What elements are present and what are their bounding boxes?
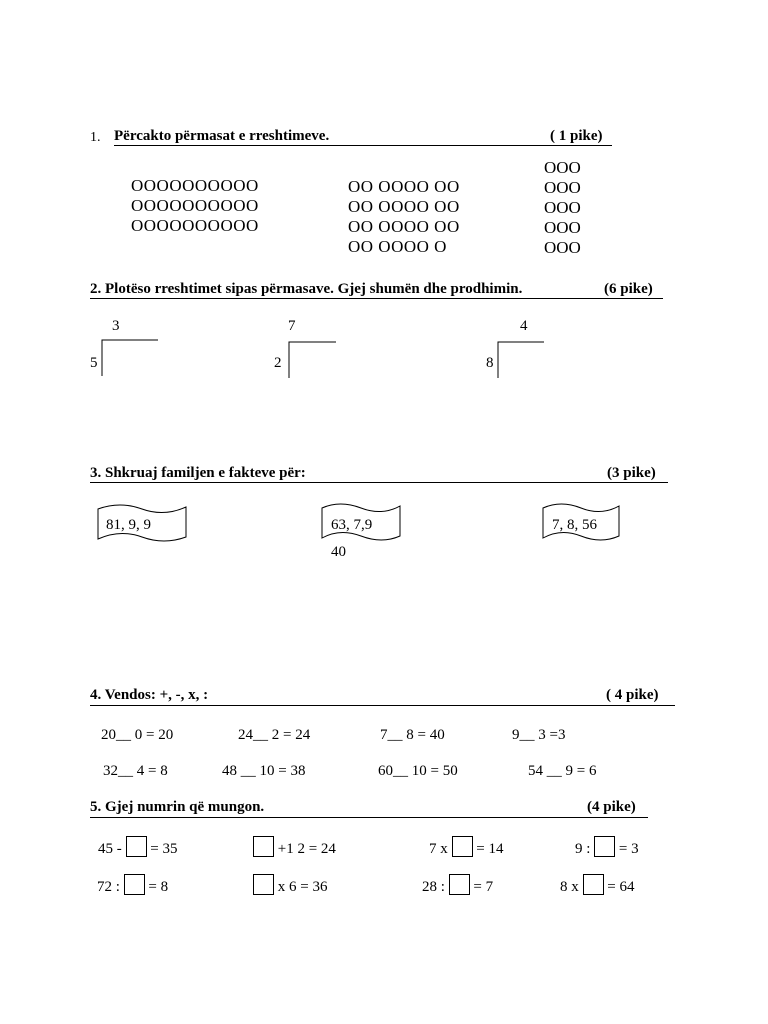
problem-suffix: = 3 bbox=[618, 841, 639, 857]
array-row: OOO bbox=[544, 238, 581, 257]
q5-problem bbox=[560, 874, 634, 896]
q1-array-2 bbox=[348, 177, 460, 257]
card-numbers: 7, 8, 56 bbox=[552, 517, 597, 533]
answer-box[interactable] bbox=[594, 836, 615, 857]
answer-box[interactable] bbox=[449, 874, 470, 895]
array-row: OOO bbox=[544, 178, 581, 197]
array-row: OOO bbox=[544, 158, 581, 177]
q3-card-3 bbox=[541, 502, 621, 542]
grid-corner bbox=[100, 336, 170, 376]
grid-corner bbox=[496, 338, 566, 378]
grid-corner bbox=[287, 338, 357, 378]
q1-array-3 bbox=[544, 158, 581, 258]
grid-top-factor: 4 bbox=[520, 318, 528, 334]
q2-title: 2. Plotëso rreshtimet sipas përmasave. Gjej shumën dhe prodhimin. bbox=[90, 281, 523, 297]
q4-underline bbox=[90, 705, 675, 706]
grid-top-factor: 7 bbox=[288, 318, 296, 334]
problem-prefix: 8 x bbox=[560, 879, 579, 895]
q2-grid-3 bbox=[486, 318, 566, 388]
array-row: OOO bbox=[544, 218, 581, 237]
q1-array-1 bbox=[131, 176, 259, 236]
q4-equation: 9__ 3 =3 bbox=[512, 727, 566, 743]
q5-problem bbox=[429, 836, 503, 858]
array-row: OO OOOO OO bbox=[348, 177, 460, 196]
array-row: OO OOOO OO bbox=[348, 217, 460, 236]
q5-underline bbox=[90, 817, 648, 818]
array-row: OOOOOOOOOO bbox=[131, 196, 259, 215]
q3-card-2 bbox=[320, 502, 402, 542]
q2-points: (6 pike) bbox=[604, 281, 653, 297]
card-numbers: 81, 9, 9 bbox=[106, 517, 151, 533]
q2-grid-2 bbox=[274, 318, 354, 388]
q1-points: ( 1 pike) bbox=[550, 128, 603, 144]
problem-suffix: = 35 bbox=[150, 841, 178, 857]
q5-problem bbox=[253, 836, 336, 858]
q3-points: (3 pike) bbox=[607, 465, 656, 481]
answer-box[interactable] bbox=[253, 874, 274, 895]
problem-suffix: x 6 = 36 bbox=[277, 879, 328, 895]
problem-suffix: = 64 bbox=[607, 879, 635, 895]
q4-equation: 7__ 8 = 40 bbox=[380, 727, 445, 743]
q4-equation: 20__ 0 = 20 bbox=[101, 727, 174, 743]
card-numbers: 63, 7,9 bbox=[331, 517, 373, 533]
answer-box[interactable] bbox=[124, 874, 145, 895]
q2-grid-1 bbox=[90, 318, 170, 388]
q5-problem bbox=[422, 874, 493, 896]
grid-top-factor: 3 bbox=[112, 318, 120, 334]
q3-title: 3. Shkruaj familjen e fakteve për: bbox=[90, 465, 306, 481]
problem-prefix: 72 : bbox=[97, 879, 120, 895]
problem-prefix: 9 : bbox=[575, 841, 591, 857]
answer-box[interactable] bbox=[253, 836, 274, 857]
problem-prefix: 7 x bbox=[429, 841, 448, 857]
problem-suffix: = 14 bbox=[476, 841, 504, 857]
array-row: OO OOOO OO bbox=[348, 197, 460, 216]
array-row: OOO bbox=[544, 198, 581, 217]
q4-points: ( 4 pike) bbox=[606, 687, 659, 703]
problem-prefix: 28 : bbox=[422, 879, 445, 895]
grid-left-factor: 5 bbox=[90, 355, 98, 371]
q4-equation: 54 __ 9 = 6 bbox=[528, 763, 597, 779]
grid-left-factor: 2 bbox=[274, 355, 282, 371]
answer-box[interactable] bbox=[583, 874, 604, 895]
array-row: OOOOOOOOOO bbox=[131, 216, 259, 235]
q4-equation: 48 __ 10 = 38 bbox=[222, 763, 306, 779]
problem-prefix: 45 - bbox=[98, 841, 122, 857]
q3-card-1 bbox=[96, 503, 188, 543]
grid-left-factor: 8 bbox=[486, 355, 494, 371]
q1-number: 1. bbox=[90, 130, 101, 145]
problem-suffix: = 7 bbox=[473, 879, 494, 895]
q4-equation: 32__ 4 = 8 bbox=[103, 763, 168, 779]
q4-equation: 24__ 2 = 24 bbox=[238, 727, 311, 743]
problem-suffix: = 8 bbox=[148, 879, 169, 895]
q5-points: (4 pike) bbox=[587, 799, 636, 815]
problem-suffix: +1 2 = 24 bbox=[277, 841, 336, 857]
q2-underline bbox=[90, 298, 663, 299]
answer-box[interactable] bbox=[452, 836, 473, 857]
q5-problem bbox=[575, 836, 639, 858]
array-row: OO OOOO O bbox=[348, 237, 447, 256]
answer-box[interactable] bbox=[126, 836, 147, 857]
q5-problem bbox=[253, 874, 327, 896]
q5-problem bbox=[98, 836, 177, 858]
array-row: OOOOOOOOOO bbox=[131, 176, 259, 195]
q3-underline bbox=[90, 482, 668, 483]
q5-title: 5. Gjej numrin që mungon. bbox=[90, 799, 265, 815]
q4-equation: 60__ 10 = 50 bbox=[378, 763, 458, 779]
q5-problem bbox=[97, 874, 168, 896]
q1-title: Përcakto përmasat e rreshtimeve. bbox=[114, 128, 330, 144]
q3-note: 40 bbox=[331, 544, 346, 560]
q1-underline bbox=[114, 145, 612, 146]
q4-title: 4. Vendos: +, -, x, : bbox=[90, 687, 209, 703]
